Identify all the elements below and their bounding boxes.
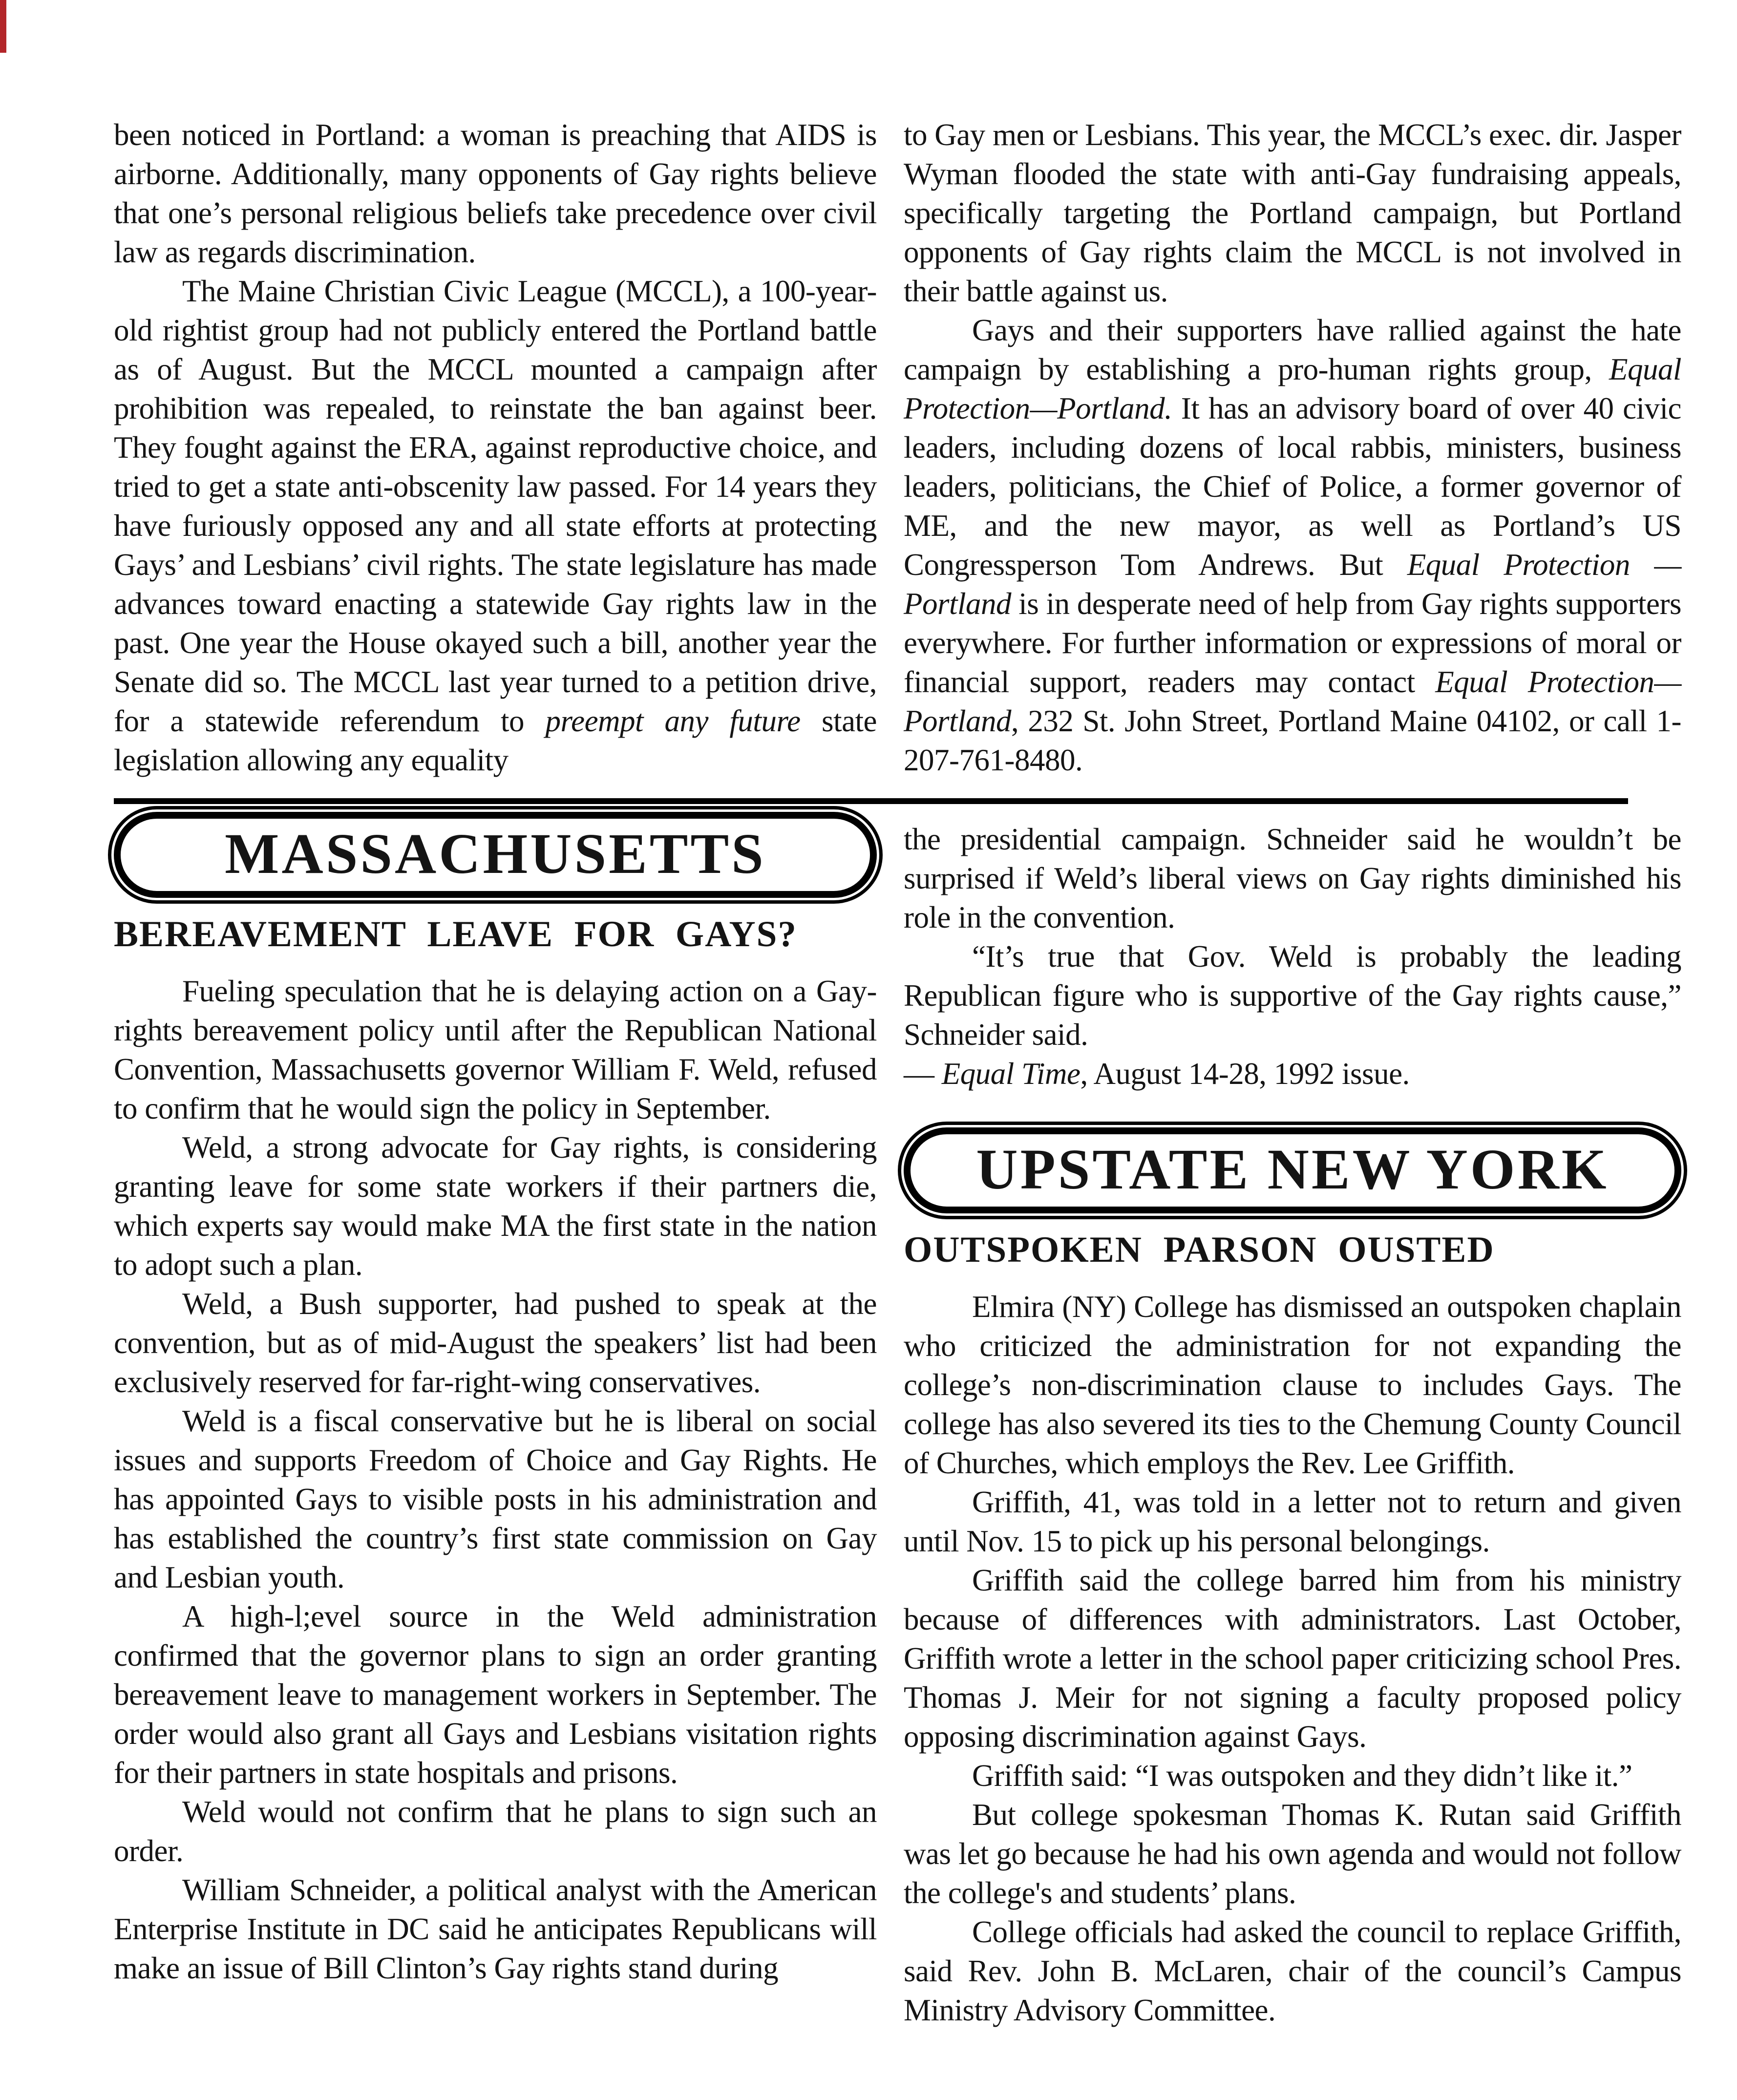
- scan-edge-red-mark: [0, 0, 6, 53]
- text-run: But college spokesman Thomas K. Rutan said Griffith was let go because he had his own agenda and would not follow the college's and students’ plans.: [904, 1797, 1681, 1910]
- paragraph: [904, 937, 1681, 1054]
- text-run: , August 14-28, 1992 issue.: [1080, 1057, 1410, 1091]
- section-header-upstate-new-york-label: UPSTATE NEW YORK: [976, 1137, 1609, 1201]
- text-run: Fueling speculation that he is delaying action on a Gay-rights bereavement policy until after the Republican National Convention, Massachusetts governor William F. Weld, refused to confirm that he would sign the policy in September.: [114, 974, 877, 1125]
- paragraph: [114, 1128, 877, 1284]
- massachusetts-section-column: [114, 809, 877, 2069]
- text-run: , 232 St. John Street, Portland Maine 04102, or call 1-207-761-8480.: [904, 704, 1681, 777]
- paragraph: [114, 1792, 877, 1870]
- section-header-upstate-new-york: [904, 1127, 1681, 1213]
- paragraph: [904, 1912, 1681, 2030]
- text-run: Griffith, 41, was told in a letter not to return and given until Nov. 15 to pick up his personal belongings.: [904, 1485, 1681, 1558]
- text-run: the presidential campaign. Schneider said he wouldn’t be surprised if Weld’s liberal views on Gay rights diminished his role in the convention.: [904, 822, 1681, 934]
- subhead-bereavement-leave: BEREAVEMENT LEAVE FOR GAYS?: [114, 914, 797, 955]
- italic-text-run: Equal Protection—Portland.: [904, 352, 1681, 425]
- text-run: A high-l;evel source in the Weld administration confirmed that the governor plans to sign an order granting bereavement leave to management workers in September. The order would also grant all Gays and Lesbians visitation rights for their partners in state hospitals and prisons.: [114, 1599, 877, 1790]
- text-run: Weld is a fiscal conservative but he is liberal on social issues and supports Freedom of Choice and Gay Rights. He has appointed Gays to visible posts in his administration and has established the country’s first state commission on Gay and Lesbian youth.: [114, 1403, 877, 1594]
- paragraph: [114, 1401, 877, 1597]
- section-header-massachusetts: [114, 812, 877, 898]
- text-run: The Maine Christian Civic League (MCCL), a 100-year-old rightist group had not publicly entered the Portland battle as of August. But the MCCL mounted a campaign after prohibition was repealed, to reinstate the ban against beer. They fought against the ERA, against reproductive choice, and tried to get a state anti-obscenity law passed. For 14 years they have furiously opposed any and all state efforts at protecting Gays’ and Lesbians’ civil rights. The state legislature has made advances toward enacting a statewide Gay rights law in the past. One year the House okayed such a bill, another year the Senate did so. The MCCL last year turned to a petition drive, for a statewide referendum to: [114, 274, 877, 738]
- text-run: been noticed in Portland: a woman is preaching that AIDS is airborne. Additionally, many opponents of Gay rights believe that one’s personal religious beliefs take precedence over civil law as regards discrimination.: [114, 118, 877, 269]
- paragraph: [114, 1597, 877, 1792]
- italic-text-run: Equal Protection—Portland: [904, 665, 1681, 738]
- paragraph: [114, 115, 877, 272]
- italic-text-run: preempt any future: [545, 704, 801, 738]
- paragraph: [904, 311, 1681, 780]
- text-run: William Schneider, a political analyst with the American Enterprise Institute in DC said he anticipates Republicans will make an issue of Bill Clinton’s Gay rights stand during: [114, 1872, 877, 1985]
- text-run: Weld, a strong advocate for Gay rights, is considering granting leave for some state workers if their partners die, which experts say would make MA the first state in the nation to adopt such a plan.: [114, 1130, 877, 1282]
- text-run: Weld, a Bush supporter, had pushed to speak at the convention, but as of mid-August the speakers’ list had been exclusively reserved for far-right-wing conservatives.: [114, 1286, 877, 1399]
- paragraph: [904, 1795, 1681, 1912]
- text-run: Griffith said: “I was outspoken and they didn’t like it.”: [972, 1758, 1632, 1793]
- section-header-massachusetts-label: MASSACHUSETTS: [225, 822, 766, 886]
- paragraph: [904, 1483, 1681, 1561]
- text-run: is in desperate need of help from Gay rights supporters everywhere. For further information or expressions of moral or financial support, readers may contact: [904, 587, 1681, 699]
- section-gap: [904, 1093, 1681, 1124]
- paragraph: [904, 1287, 1681, 1483]
- text-run: —: [904, 1057, 942, 1091]
- text-run: Elmira (NY) College has dismissed an outspoken chaplain who criticized the administration for not expanding the college’s non-discrimination clause to includes Gays. The college has also severed its ties to the Chemung County Council of Churches, which employs the Rev. Lee Griffith.: [904, 1289, 1681, 1480]
- paragraph: [904, 115, 1681, 311]
- text-run: “It’s true that Gov. Weld is probably the leading Republican figure who is supportive of the Gay rights cause,” Schneider said.: [904, 939, 1681, 1052]
- section-divider-rule: [114, 798, 1628, 804]
- text-run: Weld would not confirm that he plans to sign such an order.: [114, 1794, 877, 1868]
- text-run: to Gay men or Lesbians. This year, the MCCL’s exec. dir. Jasper Wyman flooded the state with anti-Gay fundraising appeals, specifically targeting the Portland campaign, but Portland opponents of Gay rights claim the MCCL is not involved in their battle against us.: [904, 118, 1681, 308]
- paragraph: [904, 820, 1681, 937]
- upstate-section-column: [904, 820, 1681, 2080]
- maine-story-left-column: [114, 115, 877, 794]
- paragraph: [904, 1561, 1681, 1756]
- text-run: Gays and their supporters have rallied against the hate campaign by establishing a pro-human rights group,: [904, 313, 1681, 386]
- paragraph: [114, 972, 877, 1128]
- italic-text-run: Equal Time: [941, 1057, 1080, 1091]
- subhead-outspoken-parson: OUTSPOKEN PARSON OUSTED: [904, 1230, 1495, 1271]
- italic-text-run: Equal Protection — Portland: [904, 548, 1681, 621]
- text-run: College officials had asked the council to replace Griffith, said Rev. John B. McLaren, chair of the council’s Campus Ministry Advisory Committee.: [904, 1914, 1681, 2027]
- paragraph: [114, 272, 877, 780]
- weld-story-continuation-text: [904, 820, 1681, 1093]
- text-run: Griffith said the college barred him from his ministry because of differences with administrators. Last October, Griffith wrote a letter in the school paper criticizing school Pres. Thomas J. Meir for not signing a faculty proposed policy opposing discrimination against Gays.: [904, 1563, 1681, 1754]
- massachusetts-story-text: [114, 972, 877, 1988]
- paragraph: [114, 1870, 877, 1988]
- paragraph: [904, 1054, 1681, 1093]
- paragraph: [904, 1756, 1681, 1795]
- maine-story-right-column: [904, 115, 1681, 794]
- paragraph: [114, 1284, 877, 1401]
- upstate-story-text: [904, 1287, 1681, 2030]
- text-run: state legislation allowing any equality: [114, 704, 877, 777]
- text-run: It has an advisory board of over 40 civic leaders, including dozens of local rabbis, ministers, business leaders, politicians, the Chief of Police, a former governor of ME, and the new mayor, as well as Portland’s US Congressperson Tom Andrews. But: [904, 391, 1681, 582]
